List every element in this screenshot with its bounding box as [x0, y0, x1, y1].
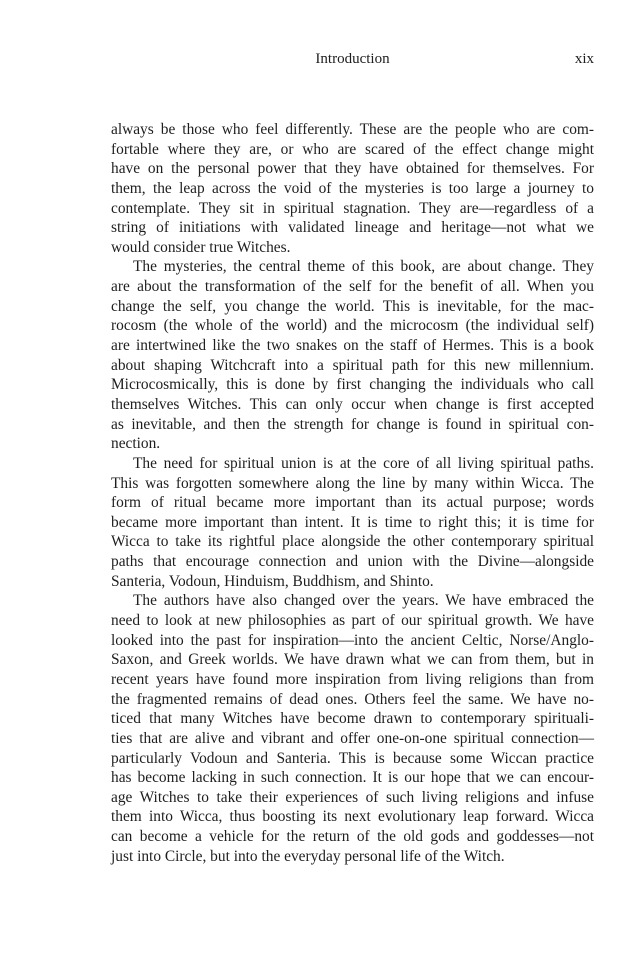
text-line: always be those who feel differently. These are the people who are com- — [111, 121, 594, 138]
text-line: are about the transformation of the self for the benefit of all. When you — [111, 278, 594, 296]
paragraph — [111, 591, 594, 866]
text-line: This was forgotten somewhere along the line by many within Wicca. The — [111, 474, 594, 492]
text-line: has become lacking in such connection. It is our hope that we can encour- — [111, 769, 594, 787]
text-line: recent years have found more inspiration from living religions than from — [111, 670, 594, 688]
text-line: Saxon, and Greek worlds. We have drawn what we can from them, but in — [111, 651, 594, 669]
paragraph — [111, 257, 594, 453]
text-line: fortable where they are, or who are scared of the effect change might — [111, 140, 594, 158]
text-line: ties that are alive and vibrant and offer one-on-one spiritual connection— — [111, 729, 594, 747]
paragraph — [111, 454, 594, 591]
text-line: themselves Witches. This can only occur when change is first accepted — [111, 395, 594, 413]
text-line: them into Wicca, thus boosting its next evolutionary leap forward. Wicca — [111, 808, 594, 826]
text-line: became more important than intent. It is time to right this; it is time for — [111, 513, 594, 531]
body-text — [111, 120, 594, 866]
text-line: about shaping Witchcraft into a spiritual path for this new millennium. — [111, 356, 594, 374]
text-line: have on the personal power that they have obtained for themselves. For — [111, 160, 594, 178]
text-line: rocosm (the whole of the world) and the microcosm (the individual self) — [111, 317, 594, 335]
text-line: need to look at new philosophies as part of our spiritual growth. We have — [111, 612, 594, 630]
text-line: string of initiations with validated lineage and heritage—not what we — [111, 219, 594, 237]
text-line: are intertwined like the two snakes on the staff of Hermes. This is a book — [111, 337, 594, 355]
text-line: them, the leap across the void of the mysteries is too large a journey to — [111, 179, 594, 197]
paragraph — [111, 120, 594, 257]
text-line: would consider true Witches. — [111, 238, 291, 256]
text-line: paths that encourage connection and union with the Divine—alongside — [111, 553, 594, 571]
running-title: Introduction — [315, 51, 390, 67]
text-line: The mysteries, the central theme of this book, are about change. They — [133, 258, 594, 276]
text-line: as inevitable, and then the strength for change is found in spiritual con- — [111, 415, 594, 433]
text-line: age Witches to take their experiences of such living religions and infuse — [111, 788, 594, 806]
text-line: Santeria, Vodoun, Hinduism, Buddhism, and Shinto. — [111, 572, 434, 590]
text-line: can become a vehicle for the return of the old gods and goddesses—not — [111, 828, 594, 846]
text-line: nection. — [111, 435, 161, 453]
text-line: contemplate. They sit in spiritual stagnation. They are—regardless of a — [111, 199, 594, 217]
text-line: ticed that many Witches have become drawn to contemporary spirituali- — [111, 710, 594, 728]
text-line: form of ritual became more important than its actual purpose; words — [111, 494, 594, 512]
text-line: The authors have also changed over the years. We have embraced the — [133, 592, 594, 610]
text-line: change the self, you change the world. This is inevitable, for the mac- — [111, 297, 594, 315]
text-line: Microcosmically, this is done by first changing the individuals who call — [111, 376, 594, 394]
running-header — [111, 51, 594, 71]
text-line: particularly Vodoun and Santeria. This is because some Wiccan practice — [111, 749, 594, 767]
page-number: xix — [574, 51, 594, 67]
text-line: looked into the past for inspiration—into the ancient Celtic, Norse/Anglo- — [111, 631, 594, 649]
text-line: the fragmented remains of dead ones. Others feel the same. We have no- — [111, 690, 594, 708]
text-line: Wicca to take its rightful place alongside the other contemporary spiritual — [111, 533, 594, 551]
text-line: just into Circle, but into the everyday personal life of the Witch. — [111, 847, 505, 865]
text-line: The need for spiritual union is at the core of all living spiritual paths. — [133, 454, 594, 472]
